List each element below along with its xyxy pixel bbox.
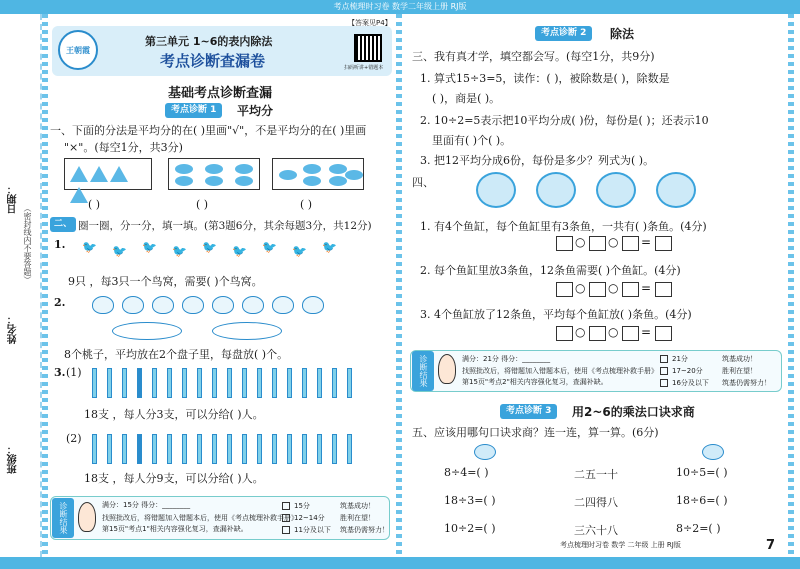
operator-symbol: =: [641, 281, 652, 295]
rhyme-3[interactable]: 三六十八: [574, 524, 618, 537]
plate-icon: [212, 322, 282, 340]
bird-icon: 🐦: [172, 244, 187, 258]
pencil-icon: [167, 434, 172, 464]
result-1: 筑基成功！: [340, 502, 375, 510]
fish-icon: [329, 176, 347, 186]
right-equation-1[interactable]: 10÷5=( ): [676, 466, 728, 479]
date-label: 日期：: [8, 184, 19, 214]
q4-heading: 四、: [412, 176, 434, 189]
top-banner: 考点梳理时习卷 数学二年级上册 RJ版: [0, 0, 800, 14]
fishbowl-icon: [656, 172, 696, 208]
plate-icon: [112, 322, 182, 340]
answer-box[interactable]: [589, 326, 606, 341]
operator-symbol: =: [641, 235, 652, 249]
bird-icon: 🐦: [292, 244, 307, 258]
pencil-icon: [242, 434, 247, 464]
wave-border-left: [42, 14, 48, 557]
pencil-icon: [317, 368, 322, 398]
pencil-icon: [332, 368, 337, 398]
level-checkbox[interactable]: [282, 514, 290, 522]
pencil-icon: [92, 368, 97, 398]
unit-title: 第三单元 1~6的表内除法: [145, 35, 273, 48]
diag2-title: 除法: [610, 27, 635, 41]
fish-icon: [175, 164, 193, 174]
right-equation-2[interactable]: 18÷6=( ): [676, 494, 728, 507]
pencil-icon: [347, 434, 352, 464]
left-equation-2[interactable]: 18÷3=( ): [444, 494, 496, 507]
peach-icon: [242, 296, 264, 314]
student-avatar: [78, 502, 96, 532]
fish-icon: [205, 164, 223, 174]
diagnosis-tag-2: 诊断结果: [412, 351, 434, 391]
pencil-icon: [152, 434, 157, 464]
result-2: 胜利在望！: [340, 514, 375, 522]
pencil-icon: [107, 368, 112, 398]
figure-fish-groups: [168, 158, 260, 190]
fish-icon: [235, 164, 253, 174]
pencil-icon: [257, 434, 262, 464]
fish-icon: [303, 164, 321, 174]
pencil-icon: [107, 434, 112, 464]
q2-1-num: 1.: [54, 238, 66, 251]
binding-strip: [0, 14, 42, 557]
answer-box[interactable]: [589, 282, 606, 297]
level-2: 12~14分: [294, 514, 325, 522]
peach-icon: [212, 296, 234, 314]
paper-title: 考点诊断查漏卷: [160, 52, 266, 70]
pencil-icon: [272, 368, 277, 398]
pencil-icon: [302, 368, 307, 398]
name-label: 姓名：: [8, 314, 19, 344]
pencil-icon: [287, 434, 292, 464]
pencil-icon: [212, 368, 217, 398]
diag3-pill: 考点诊断 3: [500, 404, 557, 419]
pencil-icon: [137, 368, 142, 398]
pencil-icon: [287, 368, 292, 398]
pencil-icon: [197, 434, 202, 464]
q3-3: 3. 把12平均分成6份，每份是多少？列式为( )。: [420, 154, 655, 167]
q1-blank-1[interactable]: ( ): [88, 198, 101, 211]
q3-1-line1: 1. 算式15÷3=5，读作：( )，被除数是( )，除数是: [420, 72, 670, 85]
q5-heading: 五、应该用哪句口诀求商？连一连，算一算。(6分): [412, 426, 659, 439]
bottom-bar: [0, 557, 800, 569]
diag2-score[interactable]: 满分：21分 得分：________: [462, 355, 551, 363]
operator-symbol: ○: [575, 235, 586, 249]
answer-reference: 【答案见P4】: [348, 19, 392, 27]
q2-3-num: 3.: [54, 366, 66, 379]
level-3: 16分及以下: [672, 379, 709, 387]
answer-box[interactable]: [655, 236, 672, 251]
level-checkbox[interactable]: [660, 379, 668, 387]
q2-1-text: 9只 ，每3只一个鸟窝，需要( )个鸟窝。: [68, 275, 263, 288]
q2-3-a-text: 18支 ，每人分3支，可以分给( )人。: [84, 408, 264, 421]
result-1: 筑基成功！: [722, 355, 757, 363]
pencil-icon: [347, 368, 352, 398]
peach-icon: [302, 296, 324, 314]
bird-icon: 🐦: [142, 240, 157, 254]
logo: 王朝霞: [58, 30, 98, 70]
pencil-icon: [122, 368, 127, 398]
operator-symbol: ○: [608, 325, 619, 339]
class-label: 班级：: [8, 444, 19, 474]
pencil-icon: [182, 368, 187, 398]
q3-heading: 三、我有真才学，填空都会写。(每空1分，共9分): [412, 50, 655, 63]
left-equation-3[interactable]: 10÷2=( ): [444, 522, 496, 535]
fish-icon: [205, 176, 223, 186]
binding-note: （密封线内不要答题）: [23, 204, 32, 284]
answer-box[interactable]: [622, 236, 639, 251]
diag1-instruction2: 第15页"考点1"相关内容强化复习，查漏补缺。: [102, 525, 248, 533]
answer-box[interactable]: [622, 282, 639, 297]
left-equation-1[interactable]: 8÷4=( ): [444, 466, 489, 479]
diag3-title: 用2~6的乘法口诀求商: [572, 405, 695, 419]
answer-box[interactable]: [556, 326, 573, 341]
figure-triangles: [64, 158, 152, 190]
q2-pill: 二、: [50, 217, 76, 232]
q2-heading: 圈一圈，分一分，填一填。(第3题6分，其余每题3分，共12分): [78, 220, 372, 232]
peach-icon: [122, 296, 144, 314]
q2-2-text: 8个桃子，平均放在2个盘子里，每盘放( )个。: [64, 348, 289, 361]
level-checkbox[interactable]: [282, 526, 290, 534]
pencil-icon: [317, 434, 322, 464]
pencil-icon: [167, 368, 172, 398]
qr-caption: 扫码听讲+错题本: [344, 65, 384, 71]
diag1-title: 平均分: [237, 104, 274, 118]
footer: 考点梳理时习卷 数学 二年级 上册 RJ版: [560, 541, 681, 549]
diag1-score[interactable]: 满分：15分 得分：________: [102, 501, 191, 509]
bird-icon: 🐦: [262, 240, 277, 254]
pencil-icon: [332, 434, 337, 464]
diag2-pill: 考点诊断 2: [535, 26, 592, 41]
level-1: 15分: [294, 502, 310, 510]
q1-line2: "×"。(每空1分，共3分): [64, 141, 183, 154]
fish-icon: [345, 170, 363, 180]
pencil-icon: [242, 368, 247, 398]
answer-box[interactable]: [622, 326, 639, 341]
fishbowl-icon: [536, 172, 576, 208]
diag2-instruction1: 找照批改后，将错题加入错题本后，使用《考点梳理补救手册》: [462, 367, 658, 375]
mouse-icon: [474, 444, 496, 460]
operator-symbol: ○: [608, 235, 619, 249]
student-avatar: [438, 354, 456, 384]
fish-icon: [279, 170, 297, 180]
answer-box[interactable]: [556, 236, 573, 251]
level-checkbox[interactable]: [282, 502, 290, 510]
operator-symbol: ○: [575, 325, 586, 339]
rhyme-2[interactable]: 二四得八: [574, 496, 618, 509]
answer-box[interactable]: [589, 236, 606, 251]
operator-symbol: ○: [608, 281, 619, 295]
pencil-icon: [212, 434, 217, 464]
fish-icon: [303, 176, 321, 186]
q4-1: 1. 有4个鱼缸，每个鱼缸里有3条鱼，一共有( )条鱼。(4分): [420, 220, 707, 233]
section-title: 基础考点诊断查漏: [168, 86, 273, 101]
page-number: 7: [766, 538, 776, 553]
diagnosis-tag-1: 诊断结果: [52, 498, 74, 538]
pencil-icon: [92, 434, 97, 464]
right-equation-3[interactable]: 8÷2=( ): [676, 522, 721, 535]
q1-blank-2[interactable]: ( ): [196, 198, 209, 211]
q3-1-line2: ( )，商是( )。: [432, 92, 501, 105]
triangle-icon: [110, 166, 128, 182]
pencil-icon: [182, 434, 187, 464]
level-checkbox[interactable]: [660, 355, 668, 363]
fishbowl-icon: [476, 172, 516, 208]
pencil-icon: [152, 368, 157, 398]
result-3: 筑基仍需努力！: [722, 379, 771, 387]
figure-fish-uneven: [272, 158, 364, 190]
answer-box[interactable]: [556, 282, 573, 297]
wave-border-middle: [396, 14, 402, 557]
pencil-icon: [137, 434, 142, 464]
answer-box[interactable]: [655, 326, 672, 341]
fish-icon: [175, 176, 193, 186]
pencil-icon: [272, 434, 277, 464]
bird-icon: 🐦: [112, 244, 127, 258]
operator-symbol: ○: [575, 281, 586, 295]
level-checkbox[interactable]: [660, 367, 668, 375]
q2-3-a: (1): [66, 366, 82, 379]
bird-icon: 🐦: [82, 240, 97, 254]
q2-2-num: 2.: [54, 296, 66, 309]
pencil-icon: [122, 434, 127, 464]
fishbowl-icon: [596, 172, 636, 208]
q3-2-line2: 里面有( )个( )。: [432, 134, 512, 147]
q2-3-b: (2): [66, 432, 82, 445]
peach-icon: [152, 296, 174, 314]
pencil-icon: [227, 368, 232, 398]
qr-code[interactable]: [356, 36, 380, 60]
diag2-instruction2: 第15页"考点2"相关内容强化复习，查漏补缺。: [462, 378, 608, 386]
q2-3-b-text: 18支 ，每人分9支，可以分给( )人。: [84, 472, 264, 485]
peach-icon: [182, 296, 204, 314]
bird-icon: 🐦: [202, 240, 217, 254]
cat-icon: [702, 444, 724, 460]
fish-icon: [329, 164, 347, 174]
fish-icon: [235, 176, 253, 186]
triangle-icon: [70, 166, 88, 182]
peach-icon: [92, 296, 114, 314]
level-1: 21分: [672, 355, 688, 363]
peach-icon: [272, 296, 294, 314]
level-2: 17~20分: [672, 367, 703, 375]
rhyme-1[interactable]: 二五一十: [574, 468, 618, 481]
q1-blank-3[interactable]: ( ): [300, 198, 313, 211]
q1-line1: 一、下面的分法是平均分的在( )里画"√"，不是平均分的在( )里画: [50, 124, 367, 137]
triangle-icon: [70, 187, 88, 203]
diag1-instruction1: 找照批改后，将错题加入错题本后，使用《考点梳理补救手册》: [102, 514, 298, 522]
wave-border-right: [788, 14, 794, 557]
level-3: 11分及以下: [294, 526, 331, 534]
bird-icon: 🐦: [322, 240, 337, 254]
operator-symbol: =: [641, 325, 652, 339]
result-2: 胜利在望！: [722, 367, 757, 375]
q3-2-line1: 2. 10÷2=5表示把10平均分成( )份，每份是( )；还表示10: [420, 114, 709, 127]
pencil-icon: [197, 368, 202, 398]
pencil-icon: [302, 434, 307, 464]
bird-icon: 🐦: [232, 244, 247, 258]
pencil-icon: [227, 434, 232, 464]
q4-2: 2. 每个鱼缸里放3条鱼，12条鱼需要( )个鱼缸。(4分): [420, 264, 681, 277]
result-3: 筑基仍需努力！: [340, 526, 389, 534]
diag1-pill: 考点诊断 1: [165, 103, 222, 118]
pencil-icon: [257, 368, 262, 398]
triangle-icon: [90, 166, 108, 182]
q4-3: 3. 4个鱼缸放了12条鱼，平均每个鱼缸放( )条鱼。(4分): [420, 308, 692, 321]
answer-box[interactable]: [655, 282, 672, 297]
